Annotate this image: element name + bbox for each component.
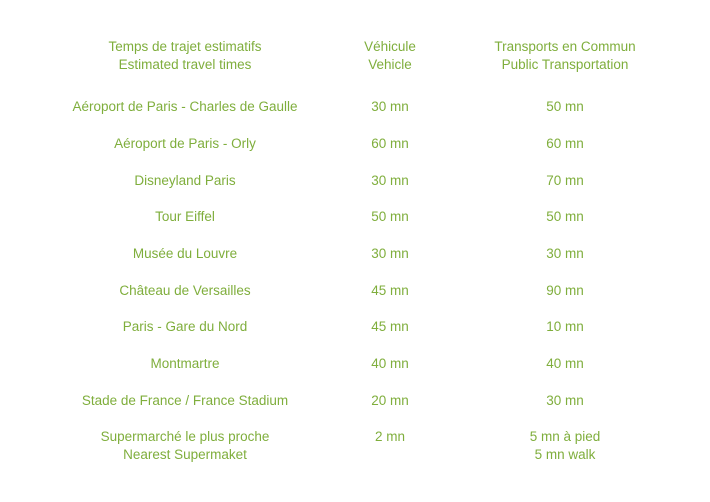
row-destination: Montmartre [150,356,220,371]
row-vehicle-time: 50 mn [371,209,409,224]
row-vehicle-time: 40 mn [371,356,409,371]
row-transit-time: 10 mn [546,319,584,334]
row-destination: Stade de France / France Stadium [81,393,289,408]
row-destination: Paris - Gare du Nord [122,319,248,334]
header-destination [40,38,330,74]
row-transit-time: 90 mn [546,283,584,298]
row-transit-time: 40 mn [546,356,584,371]
row-vehicle-time: 30 mn [371,246,409,261]
row-transit-time-en: 5 mn walk [534,447,596,462]
row-vehicle-time: 30 mn [371,173,409,188]
header-transit [460,38,670,74]
row-destination: Château de Versailles [119,283,251,298]
row-transit-time-fr: 5 mn à pied [529,429,601,444]
row-destination-en: Nearest Supermaket [123,447,247,462]
header-vehicle [330,38,450,74]
row-transit-time: 30 mn [546,246,584,261]
header-transit-fr: Transports en Commun [494,39,636,54]
row-transit-time: 50 mn [546,99,584,114]
row-transit-time: 60 mn [546,136,584,151]
row-destination: Tour Eiffel [155,209,215,224]
header-vehicle-en: Vehicle [368,57,412,72]
row-vehicle-time: 45 mn [371,319,409,334]
row-destination: Disneyland Paris [134,173,236,188]
header-destination-en: Estimated travel times [118,57,252,72]
row-vehicle-time: 45 mn [371,283,409,298]
row-destination: Musée du Louvre [132,246,238,261]
row-destination: Aéroport de Paris - Charles de Gaulle [72,99,298,114]
row-transit-time: 70 mn [546,173,584,188]
row-transit-time: 30 mn [546,393,584,408]
header-transit-en: Public Transportation [501,57,629,72]
row-vehicle-time: 2 mn [374,429,405,444]
row-destination: Aéroport de Paris - Orly [114,136,256,151]
row-vehicle-time: 20 mn [371,393,409,408]
row-destination [40,428,330,464]
row-vehicle-time: 60 mn [371,136,409,151]
row-transit-time: 50 mn [546,209,584,224]
row-transit-time [460,428,670,464]
row-destination-fr: Supermarché le plus proche [100,429,270,444]
row-vehicle-time: 30 mn [371,99,409,114]
header-destination-fr: Temps de trajet estimatifs [108,39,262,54]
header-vehicle-fr: Véhicule [364,39,416,54]
